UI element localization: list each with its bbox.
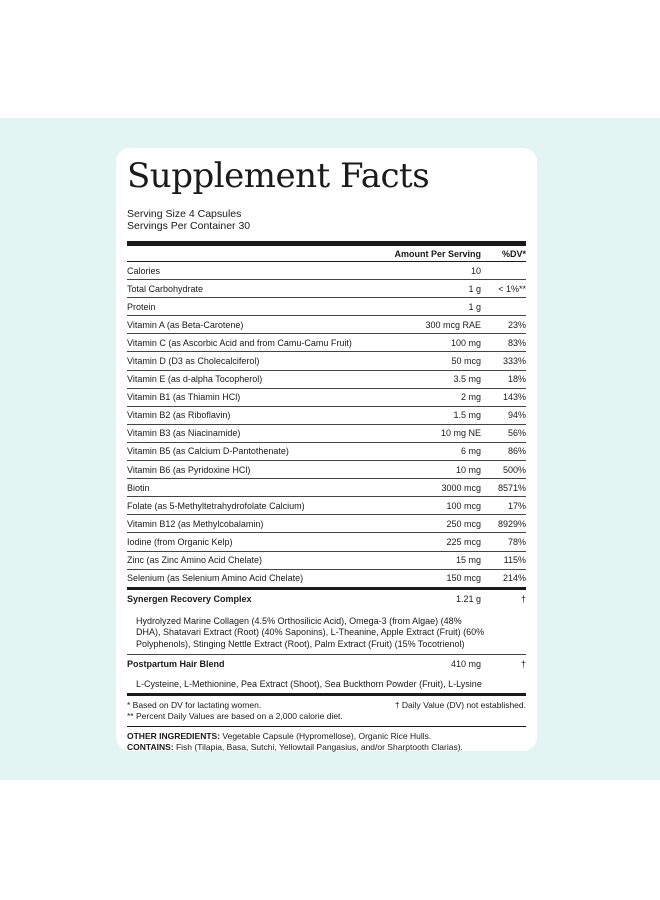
blend-amount: 1.21 g (455, 593, 481, 604)
nutrient-amount: 225 mcg (446, 536, 481, 547)
nutrient-amount: 1 g (468, 283, 481, 294)
blend-amount: 410 mg (450, 658, 481, 669)
nutrient-name: Iodine (from Organic Kelp) (127, 536, 233, 547)
nutrient-row (127, 352, 526, 370)
nutrient-amount: 1 g (468, 301, 481, 312)
nutrient-name: Vitamin B12 (as Methylcobalamin) (127, 518, 264, 529)
dagger-footnote: † Daily Value (DV) not established. (394, 699, 526, 710)
nutrient-row (127, 298, 526, 316)
nutrient-dv: 94% (507, 410, 526, 421)
nutrient-name: Vitamin B3 (as Niacinamide) (127, 428, 241, 439)
nutrient-name: Vitamin D (D3 as Cholecalciferol) (127, 356, 260, 367)
calorie-footnote: ** Percent Daily Values are based on a 2,000 calorie diet. (127, 711, 526, 727)
nutrient-name: Vitamin B2 (as Riboflavin) (127, 410, 231, 421)
nutrient-dv: 17% (507, 500, 526, 511)
nutrient-row (127, 407, 526, 425)
nutrient-row (127, 280, 526, 298)
servings-per-container: Servings Per Container 30 (127, 220, 251, 232)
nutrient-amount: 6 mg (460, 446, 481, 457)
blend-dv: † (520, 658, 526, 669)
nutrient-amount: 10 mg NE (440, 428, 481, 439)
nutrient-name: Vitamin B5 (as Calcium D-Pantothenate) (127, 446, 289, 457)
contains-label: CONTAINS: (127, 742, 174, 753)
blend-ingredients: Hydrolyzed Marine Collagen (4.5% Orthosilicic Acid), Omega-3 (from Algae) (48% DHA), Shatavari Extract (Root) (40% Saponins), L-Theanine, Apple Extract (Fruit) (60% Polyphenols), Stinging Nettle Extract (Root), Palm Extract (Fruit) (15% Tocotrienol) (136, 615, 485, 649)
nutrient-dv: 83% (507, 337, 526, 348)
blend-name: Postpartum Hair Blend (127, 658, 225, 669)
nutrient-dv: 18% (507, 374, 526, 385)
contains-statement (127, 742, 526, 754)
dv-footnote: * Based on DV for lactating women. (127, 699, 262, 710)
nutrient-name: Vitamin B6 (as Pyridoxine HCl) (127, 464, 251, 475)
other-ingredients (127, 731, 526, 743)
nutrient-row (127, 515, 526, 533)
nutrient-row (127, 262, 526, 280)
nutrient-dv: 78% (507, 536, 526, 547)
contains-text: Fish (Tilapia, Basa, Sutchi, Yellowtail Pangasius, and/or Sharptooth Clarias). (173, 742, 463, 753)
nutrient-amount: 10 (470, 265, 481, 276)
nutrient-dv: 214% (502, 573, 526, 584)
nutrient-dv: 143% (502, 392, 526, 403)
nutrient-row (127, 334, 526, 352)
nutrient-amount: 15 mg (455, 555, 481, 566)
other-ingredients-text: Vegetable Capsule (Hypromellose), Organic Rice Hulls. (220, 730, 432, 741)
nutrient-name: Total Carbohydrate (127, 283, 204, 294)
nutrient-amount: 100 mcg (446, 500, 481, 511)
supplement-facts-panel (116, 148, 537, 751)
nutrient-dv: 56% (507, 428, 526, 439)
nutrient-dv: 115% (503, 555, 526, 566)
nutrient-dv: 23% (507, 319, 526, 330)
nutrient-row (127, 443, 526, 461)
nutrient-amount: 1.5 mg (453, 410, 481, 421)
nutrient-row (127, 552, 526, 570)
other-ingredients-label: OTHER INGREDIENTS: (127, 730, 221, 741)
blend-postpartum-hair (127, 655, 526, 696)
table-header (127, 246, 526, 262)
nutrient-amount: 10 mg (455, 464, 481, 475)
blend-ingredients: L-Cysteine, L-Methionine, Pea Extract (Shoot), Sea Buckthorn Powder (Fruit), L-Lysine (136, 678, 482, 689)
amount-header: Amount Per Serving (394, 248, 481, 259)
footnote-row (127, 700, 526, 711)
nutrient-dv: < 1%** (498, 283, 526, 294)
nutrient-name: Zinc (as Zinc Amino Acid Chelate) (127, 555, 263, 566)
dv-header: %DV* (501, 248, 526, 259)
nutrient-amount: 3000 mcg (441, 482, 481, 493)
nutrient-amount: 3.5 mg (453, 374, 481, 385)
nutrient-name: Vitamin B1 (as Thiamin HCl) (127, 392, 241, 403)
nutrient-amount: 100 mg (450, 337, 481, 348)
serving-size: Serving Size 4 Capsules (127, 208, 242, 220)
nutrient-row (127, 461, 526, 479)
nutrient-dv: 8929% (497, 518, 526, 529)
nutrient-row (127, 533, 526, 551)
nutrient-name: Vitamin C (as Ascorbic Acid and from Camu-Camu Fruit) (127, 337, 352, 348)
nutrient-row (127, 570, 526, 590)
blend-name: Synergen Recovery Complex (127, 593, 252, 604)
nutrient-row (127, 479, 526, 497)
nutrient-row (127, 389, 526, 407)
nutrient-name: Protein (127, 301, 156, 312)
nutrient-row (127, 425, 526, 443)
nutrient-name: Biotin (127, 482, 150, 493)
nutrient-row (127, 316, 526, 334)
nutrient-row (127, 497, 526, 515)
nutrient-dv: 86% (507, 446, 526, 457)
nutrient-name: Vitamin A (as Beta-Carotene) (127, 319, 244, 330)
nutrient-name: Folate (as 5-Methyltetrahydrofolate Calcium) (127, 500, 305, 511)
nutrient-amount: 2 mg (460, 392, 481, 403)
nutrient-amount: 300 mcg RAE (425, 319, 481, 330)
nutrient-name: Vitamin E (as d-alpha Tocopherol) (127, 374, 263, 385)
nutrient-dv: 8571% (497, 482, 526, 493)
blend-synergen (127, 590, 526, 655)
nutrient-name: Calories (127, 265, 161, 276)
nutrient-amount: 250 mcg (446, 518, 481, 529)
nutrient-rows (127, 262, 526, 590)
nutrient-dv: 500% (502, 464, 526, 475)
nutrient-row (127, 371, 526, 389)
nutrient-amount: 150 mcg (446, 573, 481, 584)
nutrient-dv: 333% (502, 356, 526, 367)
nutrient-name: Selenium (as Selenium Amino Acid Chelate) (127, 573, 304, 584)
blend-dv: † (520, 593, 526, 604)
panel-title: Supplement Facts (127, 156, 430, 196)
nutrient-amount: 50 mcg (451, 356, 481, 367)
